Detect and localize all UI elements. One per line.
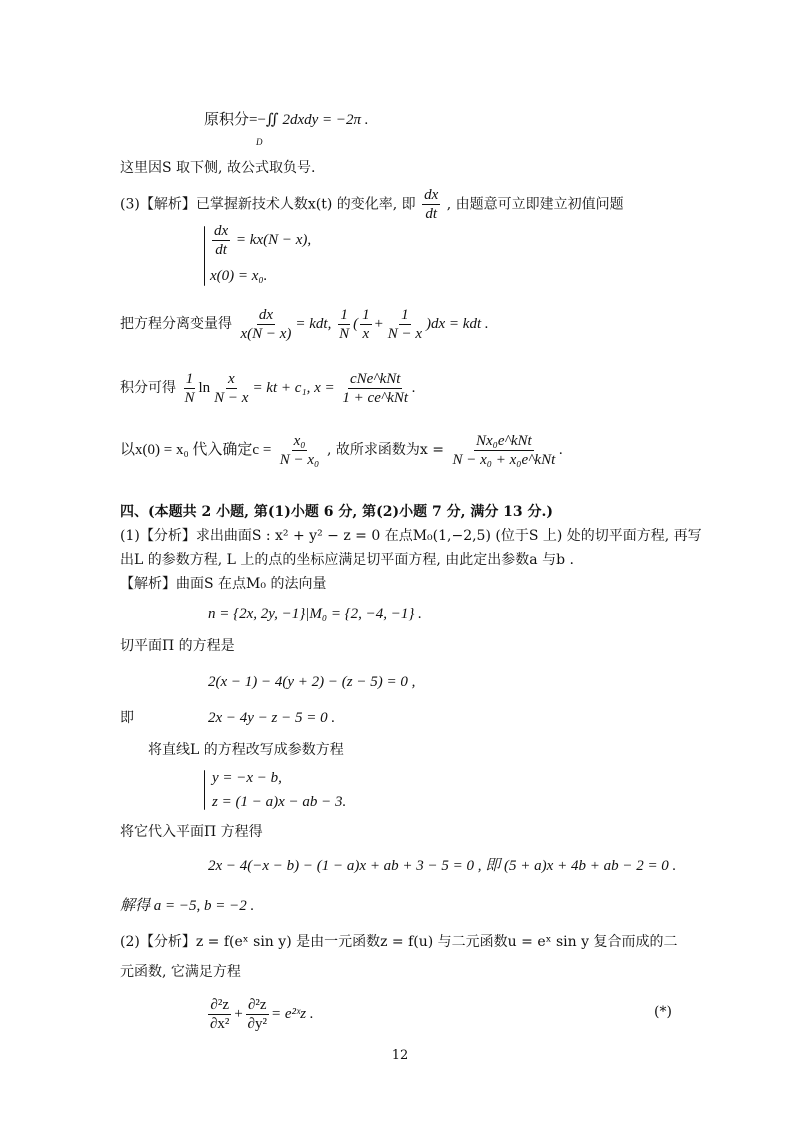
section-4-heading: 四、(本题共 2 小题, 第(1)小题 6 分, 第(2)小题 7 分, 满分 13 分.) (120, 504, 554, 520)
int-f3d: 1 + ce^kNt (342, 390, 409, 406)
ivp-num: dx (214, 223, 229, 239)
sep-frac-2 (337, 306, 351, 343)
ie-label: 即 (120, 710, 134, 726)
pde-f2d: ∂y² (247, 1016, 267, 1032)
pde-f1d: ∂x² (210, 1016, 230, 1032)
int-d: . (412, 379, 416, 396)
sep-f4n: 1 (401, 307, 409, 323)
pde-frac-2 (246, 996, 269, 1033)
sol-f1n: x₀ (293, 433, 306, 449)
sep-e: )dx = kdt . (426, 315, 489, 332)
sep-f1n: dx (258, 307, 273, 323)
tangent-plane-label: 切平面Π 的方程是 (120, 638, 235, 654)
pde-equation (206, 996, 314, 1033)
integral-rhs: 2dxdy = −2π . (282, 112, 369, 128)
sep-label: 把方程分离变量得 (120, 315, 232, 332)
ivp-eq2: x(0) = x₀. (210, 268, 268, 284)
int-c: = kt + c₁, x = (252, 379, 335, 396)
part1-analysis-2: 出L 的参数方程, L 上的点的坐标应满足切平面方程, 由此定出参数a 与b . (120, 552, 574, 568)
int-f1d: N (184, 390, 195, 406)
page-number: 12 (391, 1048, 409, 1063)
int-frac-1 (182, 370, 196, 407)
pde-f1n: ∂²z (210, 997, 229, 1013)
param-eq-2: z = (1 − a)x − ab − 3. (212, 794, 347, 810)
sep-f4d: N − x (387, 326, 423, 342)
part2-analysis-2: 元函数, 它满足方程 (120, 964, 241, 980)
rate-fraction (422, 186, 440, 223)
ivp-frac (212, 222, 230, 259)
int-f1n: 1 (185, 371, 194, 387)
part1-analysis-1: (1)【分析】求出曲面S : x² + y² − z = 0 在点M₀(1,−2,5) (位于S 上) 处的切平面方程, 再写 (120, 528, 702, 544)
ivp-den: dt (215, 242, 227, 258)
sep-f2d: N (339, 326, 350, 342)
integral-domain: D (256, 137, 263, 147)
normal-vector: n = {2x, 2y, −1}|M₀ = {2, −4, −1} . (208, 606, 422, 622)
sep-f3d: x (362, 326, 370, 342)
pde-frac-1 (208, 996, 231, 1033)
int-f2n: x (227, 371, 235, 387)
separation-line (120, 306, 489, 343)
sep-frac-3 (360, 306, 372, 343)
part1-solution-intro: 【解析】曲面S 在点M₀ 的法向量 (120, 576, 327, 592)
sep-d: + (373, 315, 384, 332)
int-frac-3 (340, 370, 410, 407)
ivp-eq1 (210, 222, 311, 259)
system-brace-1 (204, 226, 205, 286)
tangent-plane-eq: 2(x − 1) − 4(y + 2) − (z − 5) = 0 , (208, 674, 416, 690)
ab-result: 解得 a = −5, b = −2 . (120, 898, 255, 914)
int-f2d: N − x (214, 390, 249, 406)
sep-frac-4 (386, 306, 424, 343)
sol-b: , 故所求函数为x = (327, 441, 444, 458)
part3-text-a: (3)【解析】已掌握新技术人数x(t) 的变化率, 即 (120, 196, 416, 213)
system-brace-2 (204, 770, 205, 810)
sep-f2n: 1 (340, 307, 348, 323)
sol-c: . (559, 441, 564, 458)
sol-f2n: Nx₀e^kNt (476, 433, 532, 449)
part3-intro (120, 186, 624, 223)
pde-rhs: = e²ˣz . (270, 1005, 314, 1022)
part2-analysis-1: (2)【分析】z = f(eˣ sin y) 是由一元函数z = f(u) 与二元函数u = eˣ sin y 复合而成的二 (120, 934, 678, 950)
integral-lhs: 原积分=−∬ (204, 112, 279, 128)
sol-f2d: N − x₀ + x₀e^kNt (452, 452, 556, 468)
rate-num: dx (424, 187, 439, 203)
part3-text-b: , 由题意可立即建立初值问题 (446, 196, 624, 213)
equation-tag: (*) (654, 1004, 672, 1020)
sol-f1d: N − x₀ (279, 452, 320, 468)
sep-f1d: x(N − x) (240, 326, 292, 342)
int-label: 积分可得 (120, 379, 176, 396)
pde-plus: + (233, 1005, 244, 1022)
sep-f3n: 1 (362, 307, 370, 323)
sep-c: ( (353, 315, 359, 332)
substitute-label: 将它代入平面Π 方程得 (120, 824, 263, 840)
sol-a: 以x(0) = x₀ 代入确定c = (120, 441, 272, 458)
int-frac-2 (212, 370, 250, 407)
parametric-intro: 将直线L 的方程改写成参数方程 (148, 742, 344, 758)
sol-frac-1 (278, 432, 322, 469)
sep-b: = kdt, (295, 315, 332, 332)
pde-f2n: ∂²z (247, 997, 267, 1013)
param-eq-1: y = −x − b, (212, 770, 282, 786)
sep-frac-1 (238, 306, 293, 343)
sign-note: 这里因S 取下侧, 故公式取负号. (120, 160, 316, 176)
int-f3n: cNe^kNt (349, 371, 401, 387)
substitute-eq: 2x − 4(−x − b) − (1 − a)x + ab + 3 − 5 = 0 , 即 (5 + a)x + 4b + ab − 2 = 0 . (208, 858, 677, 874)
integration-line (120, 370, 416, 407)
int-ln: ln (198, 379, 211, 396)
tangent-plane-simplified: 2x − 4y − z − 5 = 0 . (208, 710, 336, 726)
integral-line (204, 110, 369, 130)
ivp-eq1-rhs: = kx(N − x), (235, 231, 312, 248)
solution-line (120, 432, 563, 469)
rate-den: dt (425, 206, 438, 222)
sol-frac-2 (450, 432, 557, 469)
